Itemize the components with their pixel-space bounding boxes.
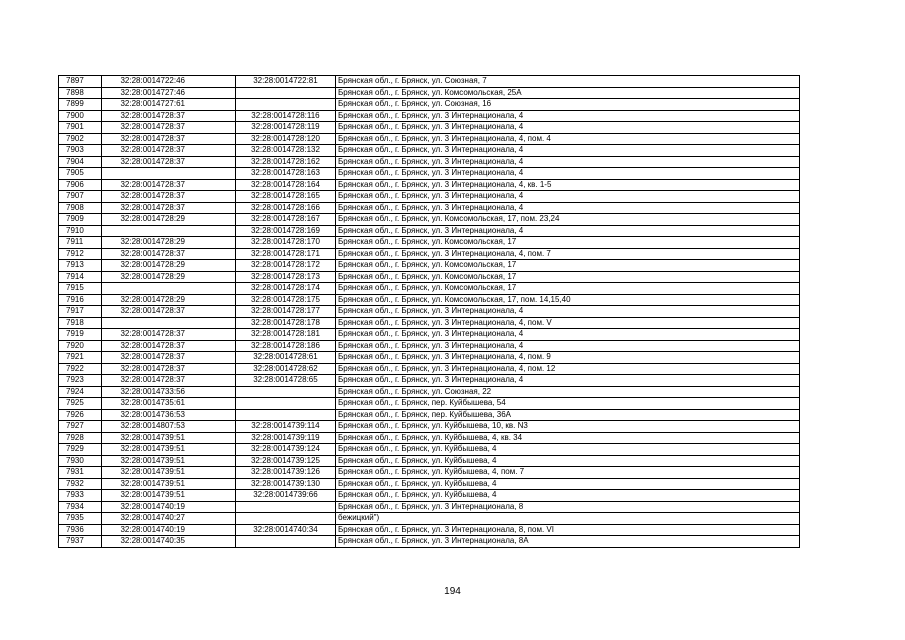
cadastral-number-cell: 32:28:0014722:46	[102, 76, 235, 88]
table-row	[59, 179, 800, 191]
object-number-cell: 32:28:0014728:132	[235, 145, 335, 157]
address-cell: Брянская обл., г. Брянск, ул. Союзная, 7	[335, 76, 799, 88]
row-number-cell: 7937	[59, 536, 102, 548]
cadastral-number-cell: 32:28:0014735:61	[102, 398, 235, 410]
table-row	[59, 260, 800, 272]
address-cell: Брянская обл., г. Брянск, ул. 3 Интернационала, 4	[335, 225, 799, 237]
table-row	[59, 87, 800, 99]
row-number-cell: 7936	[59, 524, 102, 536]
row-number-cell: 7897	[59, 76, 102, 88]
row-number-cell: 7923	[59, 375, 102, 387]
cadastral-number-cell: 32:28:0014728:37	[102, 191, 235, 203]
table-row	[59, 478, 800, 490]
object-number-cell: 32:28:0014728:177	[235, 306, 335, 318]
table-row	[59, 421, 800, 433]
cadastral-number-cell: 32:28:0014728:37	[102, 145, 235, 157]
address-cell: Брянская обл., г. Брянск, ул. Комсомольская, 17, пом. 14,15,40	[335, 294, 799, 306]
cadastral-number-cell: 32:28:0014728:37	[102, 329, 235, 341]
address-cell: Брянская обл., г. Брянск, ул. Комсомольская, 17	[335, 283, 799, 295]
table-row	[59, 513, 800, 525]
object-number-cell	[235, 99, 335, 111]
object-number-cell	[235, 409, 335, 421]
object-number-cell: 32:28:0014728:165	[235, 191, 335, 203]
row-number-cell: 7935	[59, 513, 102, 525]
cadastral-number-cell	[102, 283, 235, 295]
address-cell: Брянская обл., г. Брянск, ул. Союзная, 16	[335, 99, 799, 111]
cadastral-number-cell	[102, 317, 235, 329]
table-row	[59, 145, 800, 157]
object-number-cell: 32:28:0014728:186	[235, 340, 335, 352]
object-number-cell: 32:28:0014739:66	[235, 490, 335, 502]
address-cell: Брянская обл., г. Брянск, ул. Комсомольская, 17	[335, 237, 799, 249]
address-cell: Брянская обл., г. Брянск, ул. 3 Интернационала, 8, пом. VI	[335, 524, 799, 536]
address-cell: Брянская обл., г. Брянск, ул. 3 Интернационала, 4	[335, 202, 799, 214]
table-row	[59, 352, 800, 364]
cadastral-number-cell: 32:28:0014739:51	[102, 455, 235, 467]
object-number-cell: 32:28:0014728:119	[235, 122, 335, 134]
address-cell: Брянская обл., г. Брянск, ул. Комсомольская, 17	[335, 271, 799, 283]
row-number-cell: 7902	[59, 133, 102, 145]
table-row	[59, 214, 800, 226]
row-number-cell: 7916	[59, 294, 102, 306]
cadastral-number-cell: 32:28:0014740:35	[102, 536, 235, 548]
table-row	[59, 283, 800, 295]
table-row	[59, 76, 800, 88]
cadastral-number-cell: 32:28:0014728:29	[102, 214, 235, 226]
table-row	[59, 375, 800, 387]
registry-table-body	[59, 76, 800, 548]
cadastral-number-cell	[102, 168, 235, 180]
address-cell: Брянская обл., г. Брянск, ул. 3 Интернационала, 4, пом. 9	[335, 352, 799, 364]
cadastral-number-cell: 32:28:0014739:51	[102, 444, 235, 456]
object-number-cell	[235, 501, 335, 513]
table-row	[59, 110, 800, 122]
table-row	[59, 329, 800, 341]
object-number-cell	[235, 513, 335, 525]
cadastral-number-cell: 32:28:0014728:37	[102, 306, 235, 318]
object-number-cell: 32:28:0014728:169	[235, 225, 335, 237]
cadastral-number-cell: 32:28:0014728:37	[102, 179, 235, 191]
cadastral-number-cell: 32:28:0014728:37	[102, 375, 235, 387]
address-cell: Брянская обл., г. Брянск, ул. 3 Интернационала, 4	[335, 340, 799, 352]
cadastral-number-cell: 32:28:0014728:37	[102, 133, 235, 145]
cadastral-number-cell: 32:28:0014740:19	[102, 501, 235, 513]
object-number-cell: 32:28:0014739:124	[235, 444, 335, 456]
address-cell: Брянская обл., г. Брянск, ул. 3 Интернационала, 4	[335, 156, 799, 168]
cadastral-number-cell: 32:28:0014739:51	[102, 490, 235, 502]
table-row	[59, 444, 800, 456]
cadastral-number-cell: 32:28:0014727:46	[102, 87, 235, 99]
table-row	[59, 248, 800, 260]
row-number-cell: 7922	[59, 363, 102, 375]
address-cell: Брянская обл., г. Брянск, ул. 3 Интернационала, 4, пом. 7	[335, 248, 799, 260]
cadastral-number-cell: 32:28:0014740:19	[102, 524, 235, 536]
address-cell: Брянская обл., г. Брянск, ул. Союзная, 22	[335, 386, 799, 398]
row-number-cell: 7913	[59, 260, 102, 272]
table-row	[59, 156, 800, 168]
row-number-cell: 7929	[59, 444, 102, 456]
address-cell: Брянская обл., г. Брянск, ул. 3 Интернационала, 4	[335, 306, 799, 318]
address-cell: Брянская обл., г. Брянск, ул. Куйбышева, 4, пом. 7	[335, 467, 799, 479]
address-cell: Брянская обл., г. Брянск, ул. Куйбышева, 4	[335, 455, 799, 467]
row-number-cell: 7921	[59, 352, 102, 364]
row-number-cell: 7924	[59, 386, 102, 398]
address-cell: Брянская обл., г. Брянск, пер. Куйбышева, 36А	[335, 409, 799, 421]
table-row	[59, 536, 800, 548]
object-number-cell: 32:28:0014728:163	[235, 168, 335, 180]
row-number-cell: 7928	[59, 432, 102, 444]
row-number-cell: 7912	[59, 248, 102, 260]
cadastral-number-cell: 32:28:0014739:51	[102, 467, 235, 479]
table-row	[59, 168, 800, 180]
row-number-cell: 7904	[59, 156, 102, 168]
address-cell: Брянская обл., г. Брянск, ул. 3 Интернационала, 8	[335, 501, 799, 513]
table-row	[59, 467, 800, 479]
table-row	[59, 191, 800, 203]
cadastral-number-cell: 32:28:0014728:37	[102, 248, 235, 260]
table-row	[59, 398, 800, 410]
object-number-cell: 32:28:0014728:167	[235, 214, 335, 226]
page-number: 194	[444, 586, 461, 597]
row-number-cell: 7911	[59, 237, 102, 249]
table-row	[59, 317, 800, 329]
table-row	[59, 432, 800, 444]
cadastral-number-cell: 32:28:0014728:37	[102, 156, 235, 168]
table-row	[59, 294, 800, 306]
table-row	[59, 225, 800, 237]
cadastral-number-cell: 32:28:0014728:29	[102, 294, 235, 306]
address-cell: бежицкий")	[335, 513, 799, 525]
object-number-cell: 32:28:0014728:62	[235, 363, 335, 375]
table-row	[59, 237, 800, 249]
address-cell: Брянская обл., г. Брянск, ул. 3 Интернационала, 4	[335, 329, 799, 341]
object-number-cell: 32:28:0014728:120	[235, 133, 335, 145]
cadastral-number-cell	[102, 225, 235, 237]
row-number-cell: 7930	[59, 455, 102, 467]
row-number-cell: 7934	[59, 501, 102, 513]
row-number-cell: 7919	[59, 329, 102, 341]
object-number-cell: 32:28:0014728:181	[235, 329, 335, 341]
address-cell: Брянская обл., г. Брянск, ул. 3 Интернационала, 4	[335, 191, 799, 203]
cadastral-number-cell: 32:28:0014728:29	[102, 237, 235, 249]
object-number-cell: 32:28:0014739:114	[235, 421, 335, 433]
row-number-cell: 7905	[59, 168, 102, 180]
cadastral-number-cell: 32:28:0014728:37	[102, 122, 235, 134]
cadastral-number-cell: 32:28:0014728:29	[102, 271, 235, 283]
object-number-cell: 32:28:0014740:34	[235, 524, 335, 536]
row-number-cell: 7926	[59, 409, 102, 421]
table-row	[59, 490, 800, 502]
table-row	[59, 202, 800, 214]
cadastral-number-cell: 32:28:0014728:37	[102, 363, 235, 375]
address-cell: Брянская обл., г. Брянск, ул. Куйбышева, 10, кв. N3	[335, 421, 799, 433]
row-number-cell: 7910	[59, 225, 102, 237]
object-number-cell: 32:28:0014728:170	[235, 237, 335, 249]
address-cell: Брянская обл., г. Брянск, ул. 3 Интернационала, 8А	[335, 536, 799, 548]
row-number-cell: 7906	[59, 179, 102, 191]
registry-table	[58, 75, 800, 548]
row-number-cell: 7908	[59, 202, 102, 214]
row-number-cell: 7932	[59, 478, 102, 490]
cadastral-number-cell: 32:28:0014728:37	[102, 110, 235, 122]
table-row	[59, 524, 800, 536]
address-cell: Брянская обл., г. Брянск, ул. Комсомольская, 25А	[335, 87, 799, 99]
row-number-cell: 7900	[59, 110, 102, 122]
row-number-cell: 7925	[59, 398, 102, 410]
cadastral-number-cell: 32:28:0014739:51	[102, 432, 235, 444]
object-number-cell: 32:28:0014728:175	[235, 294, 335, 306]
row-number-cell: 7927	[59, 421, 102, 433]
address-cell: Брянская обл., г. Брянск, ул. 3 Интернационала, 4, пом. V	[335, 317, 799, 329]
address-cell: Брянская обл., г. Брянск, ул. Комсомольская, 17	[335, 260, 799, 272]
table-row	[59, 455, 800, 467]
address-cell: Брянская обл., г. Брянск, ул. Куйбышева, 4	[335, 490, 799, 502]
address-cell: Брянская обл., г. Брянск, ул. 3 Интернационала, 4	[335, 168, 799, 180]
table-row	[59, 386, 800, 398]
address-cell: Брянская обл., г. Брянск, ул. 3 Интернационала, 4, пом. 12	[335, 363, 799, 375]
address-cell: Брянская обл., г. Брянск, ул. 3 Интернационала, 4	[335, 110, 799, 122]
object-number-cell: 32:28:0014728:116	[235, 110, 335, 122]
cadastral-number-cell: 32:28:0014733:56	[102, 386, 235, 398]
row-number-cell: 7933	[59, 490, 102, 502]
object-number-cell: 32:28:0014728:173	[235, 271, 335, 283]
object-number-cell: 32:28:0014739:130	[235, 478, 335, 490]
address-cell: Брянская обл., г. Брянск, ул. Куйбышева, 4	[335, 444, 799, 456]
row-number-cell: 7907	[59, 191, 102, 203]
row-number-cell: 7899	[59, 99, 102, 111]
address-cell: Брянская обл., г. Брянск, ул. Куйбышева, 4, кв. 34	[335, 432, 799, 444]
object-number-cell	[235, 398, 335, 410]
cadastral-number-cell: 32:28:0014728:29	[102, 260, 235, 272]
table-row	[59, 501, 800, 513]
table-row	[59, 99, 800, 111]
cadastral-number-cell: 32:28:0014728:37	[102, 202, 235, 214]
cadastral-number-cell: 32:28:0014727:61	[102, 99, 235, 111]
row-number-cell: 7917	[59, 306, 102, 318]
row-number-cell: 7920	[59, 340, 102, 352]
row-number-cell: 7909	[59, 214, 102, 226]
cadastral-number-cell: 32:28:0014739:51	[102, 478, 235, 490]
object-number-cell: 32:28:0014739:125	[235, 455, 335, 467]
row-number-cell: 7914	[59, 271, 102, 283]
address-cell: Брянская обл., г. Брянск, ул. 3 Интернационала, 4	[335, 145, 799, 157]
table-row	[59, 271, 800, 283]
object-number-cell	[235, 87, 335, 99]
object-number-cell: 32:28:0014739:126	[235, 467, 335, 479]
object-number-cell: 32:28:0014728:174	[235, 283, 335, 295]
table-row	[59, 306, 800, 318]
cadastral-number-cell: 32:28:0014728:37	[102, 340, 235, 352]
row-number-cell: 7898	[59, 87, 102, 99]
object-number-cell	[235, 536, 335, 548]
address-cell: Брянская обл., г. Брянск, ул. 3 Интернационала, 4, кв. 1-5	[335, 179, 799, 191]
table-row	[59, 409, 800, 421]
object-number-cell: 32:28:0014722:81	[235, 76, 335, 88]
object-number-cell: 32:28:0014739:119	[235, 432, 335, 444]
object-number-cell: 32:28:0014728:65	[235, 375, 335, 387]
address-cell: Брянская обл., г. Брянск, ул. Комсомольская, 17, пом. 23,24	[335, 214, 799, 226]
address-cell: Брянская обл., г. Брянск, пер. Куйбышева, 54	[335, 398, 799, 410]
object-number-cell	[235, 386, 335, 398]
object-number-cell: 32:28:0014728:178	[235, 317, 335, 329]
row-number-cell: 7918	[59, 317, 102, 329]
address-cell: Брянская обл., г. Брянск, ул. 3 Интернационала, 4	[335, 375, 799, 387]
row-number-cell: 7903	[59, 145, 102, 157]
object-number-cell: 32:28:0014728:172	[235, 260, 335, 272]
object-number-cell: 32:28:0014728:162	[235, 156, 335, 168]
table-row	[59, 363, 800, 375]
address-cell: Брянская обл., г. Брянск, ул. 3 Интернационала, 4	[335, 122, 799, 134]
cadastral-number-cell: 32:28:0014736:53	[102, 409, 235, 421]
object-number-cell: 32:28:0014728:166	[235, 202, 335, 214]
table-row	[59, 133, 800, 145]
row-number-cell: 7915	[59, 283, 102, 295]
row-number-cell: 7901	[59, 122, 102, 134]
address-cell: Брянская обл., г. Брянск, ул. Куйбышева, 4	[335, 478, 799, 490]
table-row	[59, 122, 800, 134]
table-row	[59, 340, 800, 352]
object-number-cell: 32:28:0014728:61	[235, 352, 335, 364]
object-number-cell: 32:28:0014728:164	[235, 179, 335, 191]
row-number-cell: 7931	[59, 467, 102, 479]
object-number-cell: 32:28:0014728:171	[235, 248, 335, 260]
cadastral-number-cell: 32:28:0014740:27	[102, 513, 235, 525]
cadastral-number-cell: 32:28:0014807:53	[102, 421, 235, 433]
address-cell: Брянская обл., г. Брянск, ул. 3 Интернационала, 4, пом. 4	[335, 133, 799, 145]
cadastral-number-cell: 32:28:0014728:37	[102, 352, 235, 364]
